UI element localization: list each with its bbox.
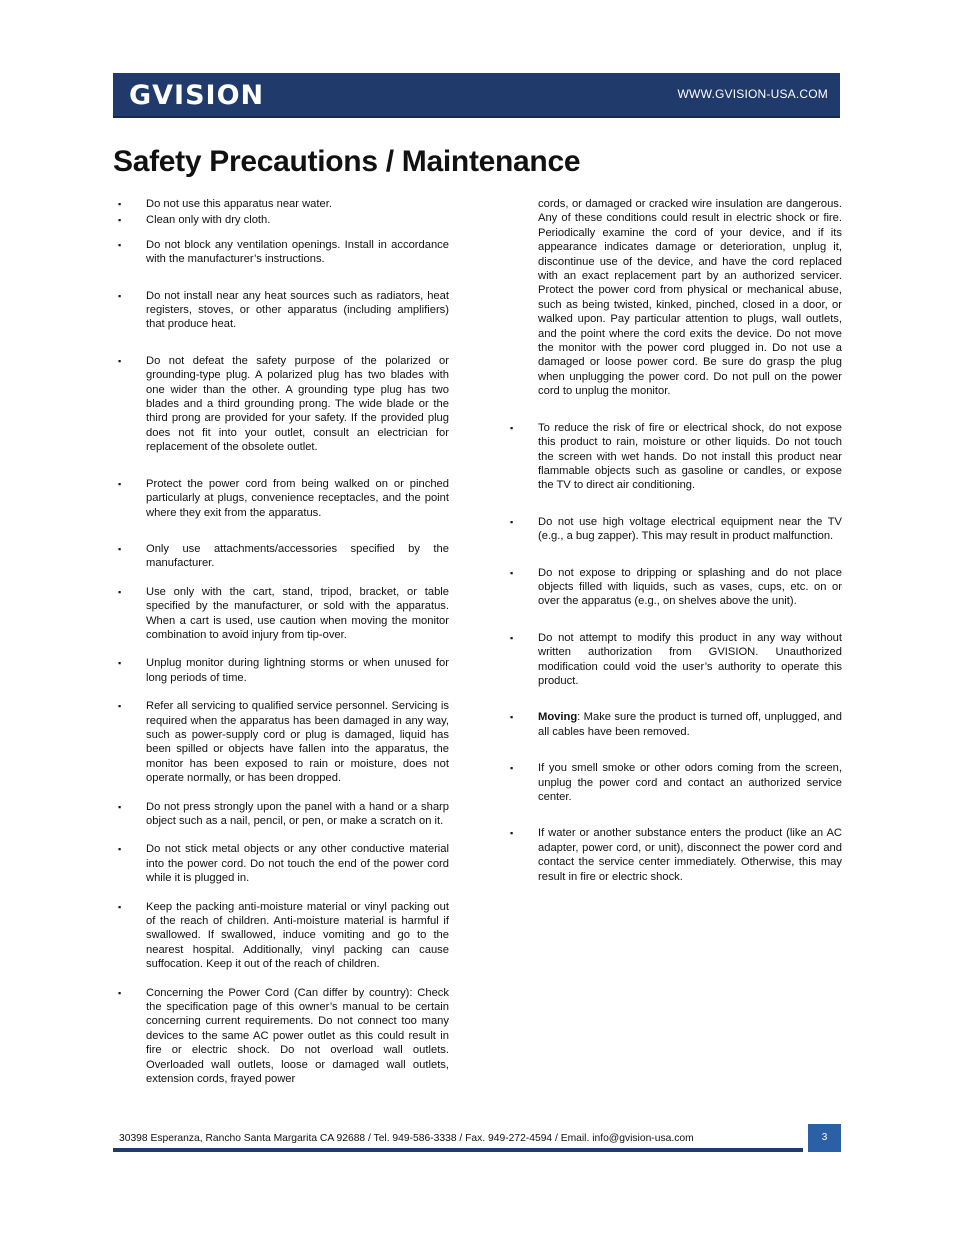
moving-text: : Make sure the product is turned off, unplugged, and all cables have been removed. <box>538 711 842 738</box>
list-item <box>510 515 842 544</box>
bullet-icon: ▪ <box>510 763 514 774</box>
bullet-icon: ▪ <box>118 586 122 597</box>
list-item-text: Concerning the Power Cord (Can differ by country): Check the specification page of this owner’s manual to be certain concerning current requirements. Do not connect too many devices to the same AC power outlet as this could result in fire or electric shock. Do not overload wall outlets. Overloaded wall outlets, loose or damaged wall outlets, extension cords, frayed power <box>146 986 449 1086</box>
bullet-icon: ▪ <box>118 215 122 226</box>
bullet-icon: ▪ <box>510 828 514 839</box>
list-item-text: Keep the packing anti-moisture material or vinyl packing out of the reach of children. Anti-moisture material is harmful if swallowed. If swallowed, induce vomiting and go to the nearest hospital. Additionally, vinyl packing can cause suffocation. Keep it out of the reach of children. <box>146 900 449 971</box>
list-item-text: If water or another substance enters the product (like an AC adapter, power cord, or unit), disconnect the power cord and contact the service center immediately. Otherwise, this may result in fire or electric shock. <box>538 827 842 883</box>
list-item-text: To reduce the risk of fire or electrical shock, do not expose this product to rain, moisture or other liquids. Do not touch the screen with wet hands. Do not install this product near flammable objects such as gasoline or candles, or expose the TV to direct air conditioning. <box>538 421 842 492</box>
list-item <box>118 354 449 455</box>
bullet-icon: ▪ <box>510 516 514 527</box>
list-item-text: Do not defeat the safety purpose of the polarized or grounding-type plug. A polarized plug has two blades with one wider than the other. A grounding type plug has two blades and a third grounding prong. The wide blade or the third prong are provided for your safety. If the provided plug does not fit into your outlet, consult an electrician for replacement of the obsolete outlet. <box>146 354 449 454</box>
bullet-icon: ▪ <box>510 712 514 723</box>
list-item <box>510 566 842 609</box>
header-bar <box>113 73 840 118</box>
bullet-icon: ▪ <box>118 199 122 209</box>
list-item <box>118 585 449 643</box>
list-item-text: Refer all servicing to qualified service personnel. Servicing is required when the apparatus has been damaged in any way, such as power-supply cord or plug is damaged, liquid has been spilled or objects have fallen into the apparatus, the monitor has been exposed to rain or moisture, does not operate normally, or has been dropped. <box>146 700 449 785</box>
footer-contact: 30398 Esperanza, Rancho Santa Margarita CA 92688 / Tel. 949-586-3338 / Fax. 949-272-4594 / Email. info@gvision-usa.com <box>119 1133 694 1144</box>
bullet-icon: ▪ <box>118 543 122 554</box>
list-item-text: Unplug monitor during lightning storms or when unused for long periods of time. <box>146 657 449 684</box>
list-item <box>510 631 842 689</box>
list-item-text: Only use attachments/accessories specified by the manufacturer. <box>146 542 449 570</box>
list-item <box>118 699 449 785</box>
footer-divider <box>113 1148 803 1152</box>
list-item-text: Do not use this apparatus near water. <box>146 198 332 210</box>
bullet-icon: ▪ <box>118 658 122 669</box>
left-column <box>118 197 449 1087</box>
bullet-icon: ▪ <box>118 355 122 366</box>
list-item <box>118 986 449 1087</box>
list-item <box>118 800 449 829</box>
list-item-text: Do not expose to dripping or splashing and do not place objects filled with liquids, such as vases, cups, etc. on or over the apparatus (e.g., on shelves above the unit). <box>538 566 842 608</box>
list-item <box>118 842 449 885</box>
list-item-text: Use only with the cart, stand, tripod, bracket, or table specified by the manufacturer, or sold with the apparatus. When a cart is used, use caution when moving the monitor combination to avoid injury from tip-over. <box>146 585 449 641</box>
list-item <box>118 289 449 332</box>
page-number: 3 <box>808 1124 841 1152</box>
list-item <box>118 900 449 972</box>
bullet-icon: ▪ <box>118 844 122 855</box>
list-item <box>118 213 449 227</box>
list-item-text: Clean only with dry cloth. <box>146 214 271 227</box>
bullet-icon: ▪ <box>118 478 122 489</box>
right-column <box>510 197 842 884</box>
bullet-icon: ▪ <box>118 801 122 812</box>
list-item-text: Do not install near any heat sources such as radiators, heat registers, stoves, or other apparatus (including amplifiers) that produce heat. <box>146 289 449 331</box>
bullet-icon: ▪ <box>118 239 122 250</box>
list-item-text: Do not stick metal objects or any other conductive material into the power cord. Do not touch the end of the power cord while it is plugged in. <box>146 843 449 885</box>
list-item <box>510 421 842 493</box>
list-item <box>118 197 449 211</box>
list-item-moving <box>510 710 842 739</box>
page-title: Safety Precautions / Maintenance <box>113 145 581 178</box>
bullet-icon: ▪ <box>118 290 122 301</box>
power-cord-continuation: cords, or damaged or cracked wire insulation are dangerous. Any of these conditions could result in electric shock or fire. Periodically examine the cord of your device, and if its appearance indicates damage or deterioration, unplug it, discontinue use of the device, and have the cord replaced with an exact replacement part by an authorized servicer. Protect the power cord from physical or mechanical abuse, such as being twisted, kinked, pinched, closed in a door, or walked upon. Pay particular attention to plugs, wall outlets, and the point where the cord exits the device. Do not move the monitor with the power cord plugged in. Do not use a damaged or loose power cord. Be sure do grasp the plug when unplugging the power cord. Do not pull on the power cord to unplug the monitor. <box>538 198 842 398</box>
list-item <box>118 542 449 571</box>
list-item <box>510 761 842 804</box>
list-item <box>510 826 842 884</box>
moving-label: Moving <box>538 711 578 724</box>
bullet-icon: ▪ <box>510 422 514 433</box>
brand-logo: GVISION <box>129 80 265 111</box>
list-item-text: If you smell smoke or other odors coming from the screen, unplug the power cord and contact an authorized service center. <box>538 762 842 803</box>
list-item-text: Do not attempt to modify this product in any way without written authorization from GVISION. Unauthorized modification could void the user’s authority to operate this product. <box>538 631 842 687</box>
bullet-icon: ▪ <box>510 567 514 578</box>
list-item <box>118 238 449 267</box>
list-item <box>118 477 449 520</box>
bullet-icon: ▪ <box>118 701 122 712</box>
bullet-icon: ▪ <box>118 901 122 912</box>
list-item-text: Do not use high voltage electrical equipment near the TV (e.g., a bug zapper). This may result in product malfunction. <box>538 515 842 543</box>
list-item <box>118 656 449 685</box>
list-item-text: Do not press strongly upon the panel with a hand or a sharp object such as a nail, pencil, or pen, or make a scratch on it. <box>146 800 449 827</box>
bullet-icon: ▪ <box>510 632 514 643</box>
bullet-icon: ▪ <box>118 987 122 998</box>
website-url[interactable]: WWW.GVISION-USA.COM <box>677 87 828 101</box>
list-item-text: Protect the power cord from being walked on or pinched particularly at plugs, convenience receptacles, and the point where they exit from the apparatus. <box>146 477 449 519</box>
list-item-text: Do not block any ventilation openings. Install in accordance with the manufacturer’s instructions. <box>146 238 449 266</box>
